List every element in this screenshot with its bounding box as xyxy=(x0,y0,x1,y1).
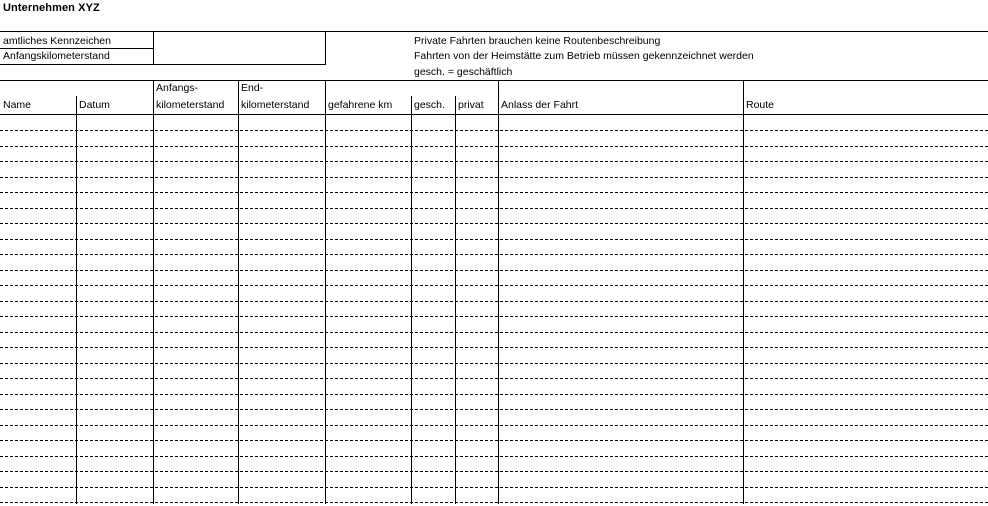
table-row[interactable] xyxy=(0,456,988,457)
grid-column-line xyxy=(411,114,412,504)
vehicle-box-bottom xyxy=(0,64,326,65)
table-row[interactable] xyxy=(0,487,988,488)
col-anfang-bottom: kilometerstand xyxy=(156,99,225,111)
header-bottom-line xyxy=(0,114,988,115)
table-row[interactable] xyxy=(0,502,988,503)
col-datum: Datum xyxy=(79,99,110,111)
table-row[interactable] xyxy=(0,440,988,441)
table-row[interactable] xyxy=(0,316,988,317)
header-sep xyxy=(76,96,77,114)
col-km: gefahrene km xyxy=(328,99,393,111)
plate-label: amtliches Kennzeichen xyxy=(3,35,111,47)
col-anfang-top: Anfangs- xyxy=(156,82,199,94)
col-privat: privat xyxy=(458,99,484,111)
table-row[interactable] xyxy=(0,177,988,178)
table-row[interactable] xyxy=(0,192,988,193)
header-sep xyxy=(411,96,412,114)
header-sep xyxy=(498,80,499,114)
table-row[interactable] xyxy=(0,239,988,240)
table-row[interactable] xyxy=(0,378,988,379)
note-home: Fahrten von der Heimstätte zum Betrieb müssen gekennzeichnet werden xyxy=(414,50,754,62)
table-row[interactable] xyxy=(0,332,988,333)
note-private: Private Fahrten brauchen keine Routenbeschreibung xyxy=(414,35,661,47)
table-row[interactable] xyxy=(0,425,988,426)
col-end-bottom: kilometerstand xyxy=(241,99,310,111)
table-row[interactable] xyxy=(0,285,988,286)
table-row[interactable] xyxy=(0,254,988,255)
grid-column-line xyxy=(743,114,744,504)
grid-column-line xyxy=(455,114,456,504)
header-sep xyxy=(153,80,154,114)
table-row[interactable] xyxy=(0,223,988,224)
grid-column-line xyxy=(238,114,239,504)
table-row[interactable] xyxy=(0,409,988,410)
vehicle-row-divider xyxy=(0,48,153,49)
company-name: Unternehmen XYZ xyxy=(3,2,100,14)
grid-column-line xyxy=(498,114,499,504)
table-row[interactable] xyxy=(0,394,988,395)
table-row[interactable] xyxy=(0,208,988,209)
header-sep xyxy=(238,80,239,114)
col-name: Name xyxy=(3,99,32,111)
table-row[interactable] xyxy=(0,347,988,348)
header-top-line xyxy=(0,80,988,81)
table-row[interactable] xyxy=(0,270,988,271)
col-gesch: gesch. xyxy=(414,99,445,111)
note-abbrev: gesch. = geschäftlich xyxy=(414,66,513,78)
table-row[interactable] xyxy=(0,146,988,147)
vehicle-box-right xyxy=(325,31,326,64)
table-row[interactable] xyxy=(0,363,988,364)
header-sep xyxy=(325,80,326,114)
table-row[interactable] xyxy=(0,301,988,302)
grid-column-line xyxy=(76,114,77,504)
grid-column-line xyxy=(325,114,326,504)
plate-input[interactable] xyxy=(157,35,321,47)
start-km-input[interactable] xyxy=(157,50,321,62)
header-sep xyxy=(455,96,456,114)
start-km-label: Anfangskilometerstand xyxy=(3,50,110,62)
col-anlass: Anlass der Fahrt xyxy=(501,99,579,111)
table-row[interactable] xyxy=(0,161,988,162)
table-row[interactable] xyxy=(0,130,988,131)
top-border xyxy=(0,31,988,32)
col-route: Route xyxy=(746,99,775,111)
vehicle-box-divider xyxy=(153,31,154,64)
grid-column-line xyxy=(153,114,154,504)
table-row[interactable] xyxy=(0,471,988,472)
header-sep xyxy=(743,80,744,114)
col-end-top: End- xyxy=(241,82,264,94)
